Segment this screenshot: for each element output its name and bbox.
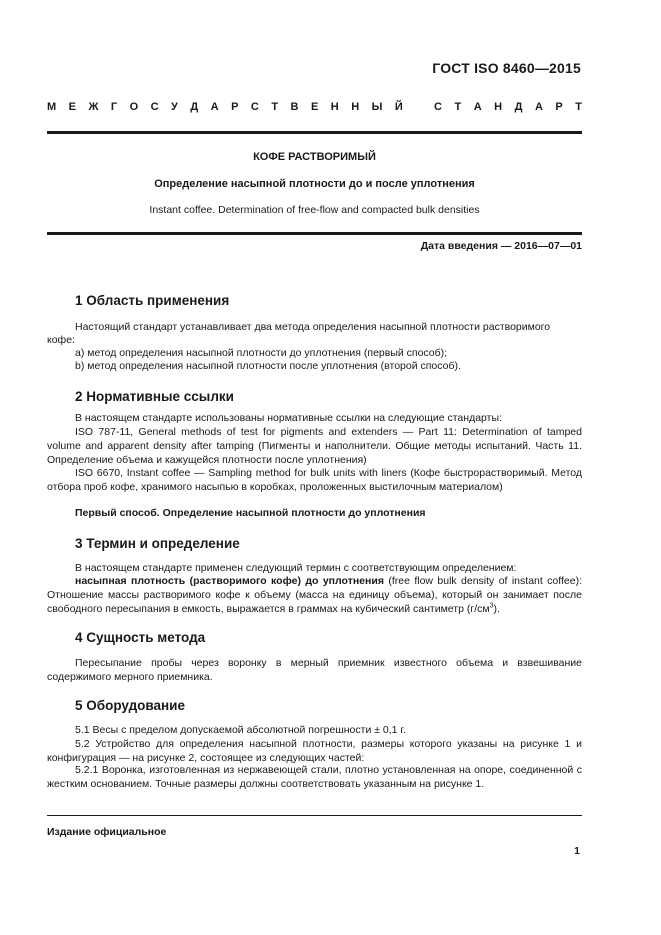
section-2-ref-iso6670: ISO 6670, Instant coffee — Sampling method for bulk units with liners (Кофе быстрорастворимый. Метод отбора проб кофе, хранимого насыпью в коробках, проложенных выстилочным материалом) — [47, 467, 582, 493]
section-4-heading: 4 Сущность метода — [75, 630, 206, 645]
section-3-intro: В настоящем стандарте применен следующий термин с соответствующим определением: — [75, 562, 517, 574]
section-1-item-a: a) метод определения насыпной плотности до уплотнения (первый способ); — [75, 347, 448, 359]
section-5-heading: 5 Оборудование — [75, 698, 185, 713]
section-4-para: Пересыпание пробы через воронку в мерный приемник известного объема и взвешивание содержимого мерного приемника. — [47, 657, 582, 683]
section-3-definition — [47, 574, 582, 616]
definition-end: ). — [493, 603, 500, 615]
section-1-heading: 1 Область применения — [75, 293, 230, 308]
section-1-para-line1: Настоящий стандарт устанавливает два метода определения насыпной плотности растворимого — [75, 321, 551, 333]
section-3-heading: 3 Термин и определение — [75, 536, 240, 551]
method-1-heading: Первый способ. Определение насыпной плотности до уплотнения — [75, 507, 426, 519]
official-edition-label: Издание официальное — [47, 826, 167, 838]
interstate-standard-banner — [47, 101, 582, 113]
english-title: Instant coffee. Determination of free-flow and compacted bulk densities — [149, 204, 480, 216]
document-title: КОФЕ РАСТВОРИМЫЙ — [253, 151, 376, 163]
section-2-intro: В настоящем стандарте использованы нормативные ссылки на следующие стандарты: — [75, 412, 502, 424]
top-rule — [47, 131, 582, 134]
unit-superscript: 3 — [489, 602, 494, 610]
page-number: 1 — [574, 845, 580, 857]
title-rule — [47, 232, 582, 235]
introduction-date: Дата введения — 2016—07—01 — [420, 240, 582, 252]
interstate-word-1: М Е Ж Г О С У Д А Р С Т В Е Н Н Ы Й — [47, 101, 403, 113]
section-2-ref-iso787: ISO 787-11, General methods of test for pigments and extenders — Part 11: Determination of tamped volume and apparent density after tamping (Пигменты и наполнители. Общие методы испытаний. Часть 11. Определение объема и кажущейся плотности после уплотнения) — [47, 426, 582, 466]
section-5-2: 5.2 Устройство для определения насыпной плотности, размеры которого указаны на рисунке 1 и конфигурация — на рисунке 2, состоящее из следующих частей: — [47, 738, 582, 764]
section-2-heading: 2 Нормативные ссылки — [75, 389, 234, 404]
standard-code: ГОСТ ISO 8460—2015 — [432, 60, 581, 76]
interstate-word-2: С Т А Н Д А Р Т — [434, 101, 582, 113]
term: насыпная плотность (растворимого кофе) до уплотнения — [75, 575, 384, 587]
section-5-2-1: 5.2.1 Воронка, изготовленная из нержавеющей стали, плотно установленная на опоре, соединенной с жестким основанием. Точные размеры должны соответствовать указанным на рисунке 1. — [47, 764, 582, 790]
section-1-para-line2: кофе: — [47, 334, 75, 346]
footer-rule — [47, 815, 582, 816]
definition-text: (free flow bulk density of instant coffee): Отношение массы растворимого кофе к объему (масса на единицу объема), который он занимает после свободного пересыпания в емкость, выражается в граммах на кубический сантиметр (г/см — [47, 575, 583, 615]
section-5-1: 5.1 Весы с пределом допускаемой абсолютной погрешности ± 0,1 г. — [75, 724, 406, 736]
section-1-item-b: b) метод определения насыпной плотности после уплотнения (второй способ). — [75, 360, 461, 372]
document-subtitle: Определение насыпной плотности до и после уплотнения — [154, 178, 475, 190]
